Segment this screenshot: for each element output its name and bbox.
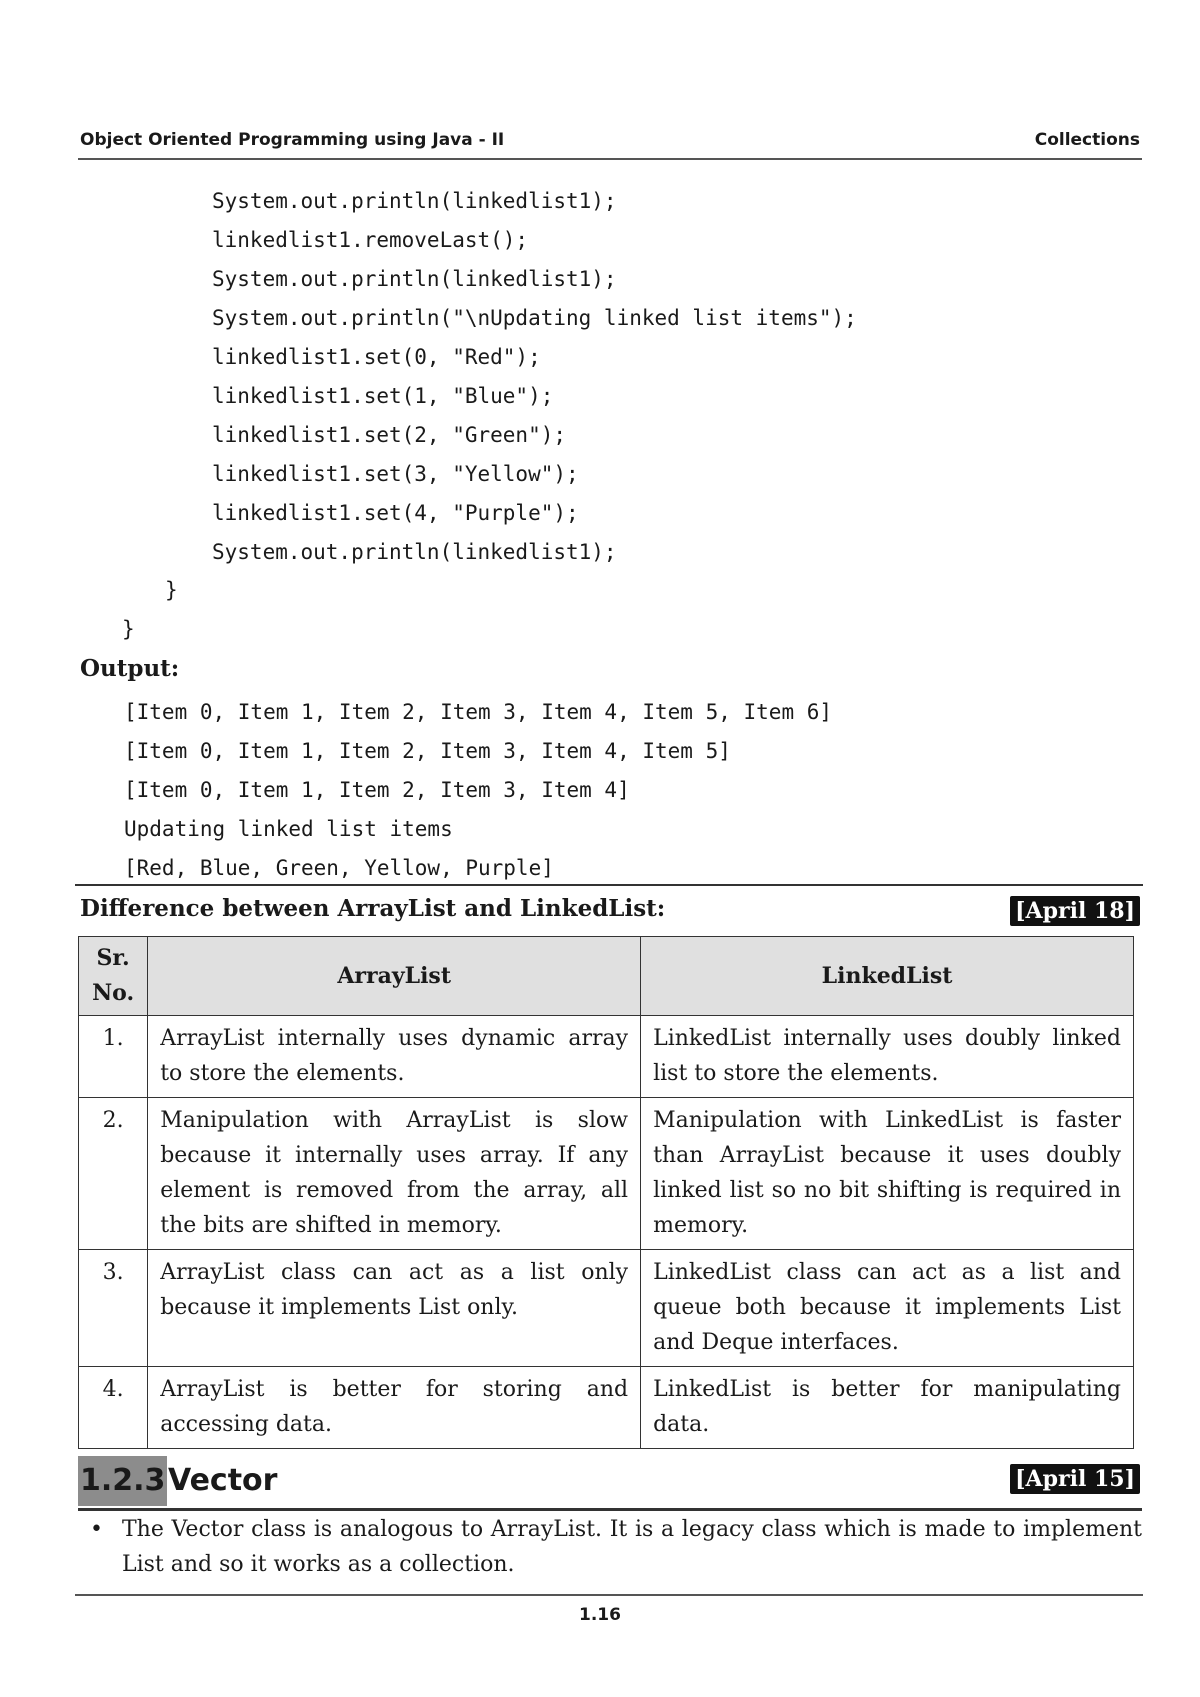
cell-arraylist: ArrayList internally uses dynamic array to store the elements. xyxy=(148,1016,641,1098)
code-closing-brace: } xyxy=(122,617,135,641)
difference-heading: Difference between ArrayList and LinkedList: xyxy=(80,895,666,922)
output-line: Updating linked list items xyxy=(124,817,453,841)
cell-linkedlist: Manipulation with LinkedList is faster than ArrayList because it uses doubly linked list so no bit shifting is required in memory. xyxy=(641,1098,1134,1250)
cell-sr: 3. xyxy=(79,1250,148,1367)
chapter-title: Collections xyxy=(1034,130,1140,150)
table-row xyxy=(79,1367,1134,1449)
exam-tag: [April 18] xyxy=(1010,896,1140,926)
table-row xyxy=(79,1098,1134,1250)
code-closing-brace: } xyxy=(165,578,178,602)
output-block xyxy=(124,693,832,888)
cell-linkedlist: LinkedList class can act as a list and queue both because it implements List and Deque interfaces. xyxy=(641,1250,1134,1367)
cell-arraylist: Manipulation with ArrayList is slow because it internally uses array. If any element is removed from the array, all the bits are shifted in memory. xyxy=(148,1098,641,1250)
header-linkedlist: LinkedList xyxy=(641,937,1134,1016)
table-header-row xyxy=(79,937,1134,1016)
page-number: 1.16 xyxy=(579,1605,621,1625)
output-line: [Item 0, Item 1, Item 2, Item 3, Item 4, Item 5] xyxy=(124,739,731,763)
cell-sr: 1. xyxy=(79,1016,148,1098)
table-row xyxy=(79,1016,1134,1098)
code-line: linkedlist1.set(0, "Red"); xyxy=(212,345,541,369)
output-line: [Item 0, Item 1, Item 2, Item 3, Item 4, Item 5, Item 6] xyxy=(124,700,833,724)
code-line: linkedlist1.set(1, "Blue"); xyxy=(212,384,554,408)
bullet-item xyxy=(90,1512,1142,1582)
output-line: [Item 0, Item 1, Item 2, Item 3, Item 4] xyxy=(124,778,630,802)
header-arraylist: ArrayList xyxy=(148,937,641,1016)
exam-tag: [April 15] xyxy=(1010,1464,1140,1494)
code-line: System.out.println(linkedlist1); xyxy=(212,267,617,291)
code-line: linkedlist1.set(3, "Yellow"); xyxy=(212,462,579,486)
cell-sr: 4. xyxy=(79,1367,148,1449)
code-line: linkedlist1.removeLast(); xyxy=(212,228,529,252)
book-title: Object Oriented Programming using Java - II xyxy=(80,130,505,150)
code-block xyxy=(212,182,857,572)
cell-sr: 2. xyxy=(79,1098,148,1250)
output-heading: Output: xyxy=(80,655,180,682)
code-line: System.out.println(linkedlist1); xyxy=(212,189,617,213)
bullet-text: The Vector class is analogous to ArrayList. It is a legacy class which is made to implement List and so it works as a collection. xyxy=(122,1517,1142,1577)
code-line: System.out.println("\nUpdating linked list items"); xyxy=(212,306,857,330)
header-sr-no: Sr. No. xyxy=(79,937,148,1016)
code-line: linkedlist1.set(2, "Green"); xyxy=(212,423,567,447)
divider xyxy=(75,884,1143,886)
section-number: 1.2.3 xyxy=(78,1456,167,1506)
page-header xyxy=(78,128,1142,160)
output-line: [Red, Blue, Green, Yellow, Purple] xyxy=(124,856,554,880)
section-heading xyxy=(78,1456,1142,1511)
footer-divider xyxy=(75,1594,1143,1596)
bullet-icon: • xyxy=(90,1517,103,1542)
section-title: Vector xyxy=(168,1463,278,1498)
cell-arraylist: ArrayList is better for storing and accessing data. xyxy=(148,1367,641,1449)
code-line: linkedlist1.set(4, "Purple"); xyxy=(212,501,579,525)
table-row xyxy=(79,1250,1134,1367)
cell-linkedlist: LinkedList internally uses doubly linked list to store the elements. xyxy=(641,1016,1134,1098)
cell-linkedlist: LinkedList is better for manipulating data. xyxy=(641,1367,1134,1449)
cell-arraylist: ArrayList class can act as a list only because it implements List only. xyxy=(148,1250,641,1367)
code-line: System.out.println(linkedlist1); xyxy=(212,540,617,564)
comparison-table xyxy=(78,936,1134,1449)
